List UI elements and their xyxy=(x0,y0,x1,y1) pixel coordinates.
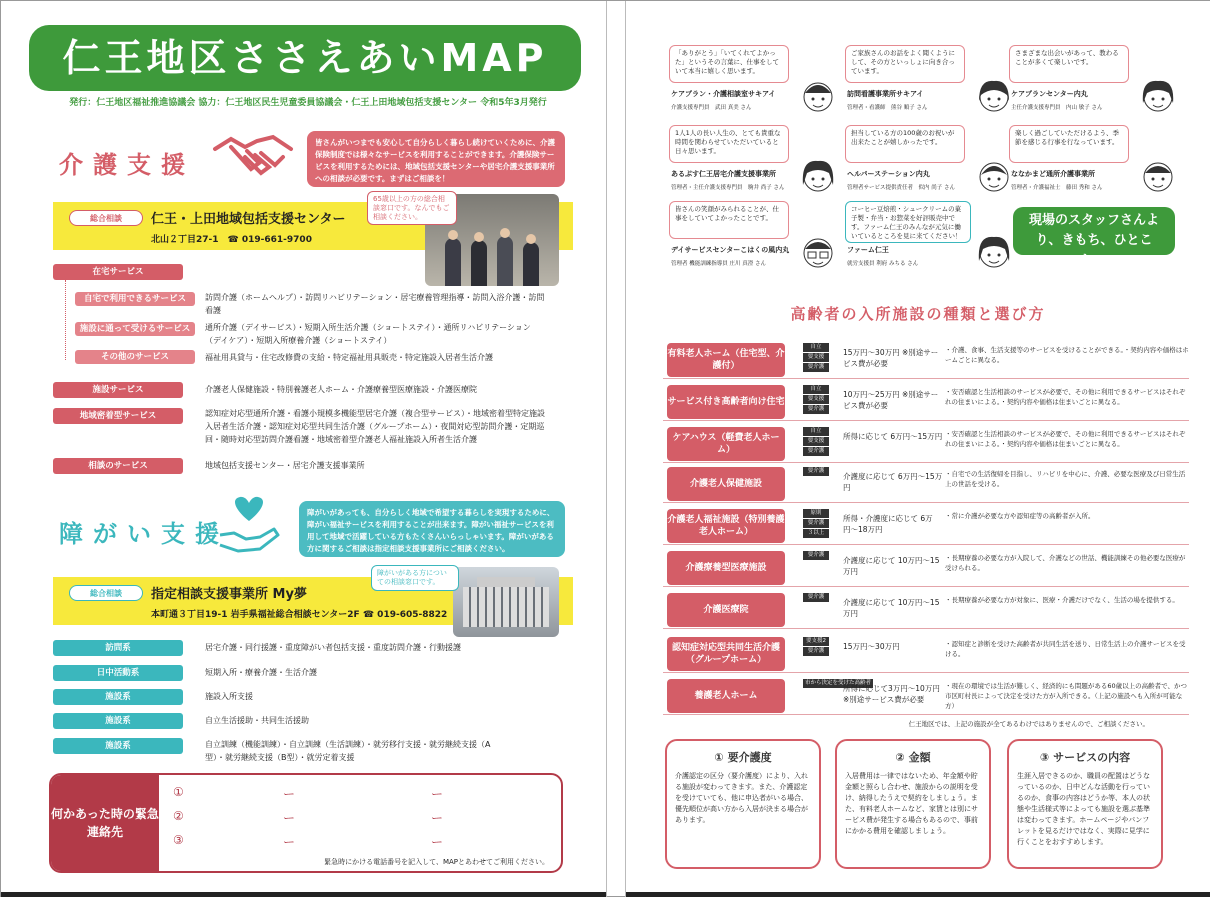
staff-quote: 皆さんの笑顔がみられることが、仕事をしていてよかったことです。 xyxy=(669,201,789,239)
facility-cost: 15万円〜30万円 xyxy=(843,642,900,651)
facility-name: 養護老人ホーム xyxy=(667,679,785,713)
facility-row xyxy=(663,591,1189,629)
facility-row xyxy=(663,635,1189,673)
staff-comment xyxy=(845,125,1023,207)
eligibility-tag: 要介護 xyxy=(803,405,829,414)
consult-tag: 総合相談 xyxy=(69,210,143,226)
facility-row xyxy=(663,425,1189,463)
point-text: 入居費用は一律ではないため、年金額や貯金額と照らし合わせ、施設からの説明を受け、納得したうえで契約をしましょう。また、有料老人ホームなど、家賃とは別にサービス費が発生する場合もあるので、事前にかかる費用を確認しましょう。 xyxy=(845,772,978,835)
eligibility-tags xyxy=(803,467,829,477)
eligibility-tag: 要介護 xyxy=(803,447,829,456)
eligibility-tags xyxy=(803,509,829,539)
service-label: 地域密着型サービス xyxy=(53,408,183,424)
service-label: 施設系 xyxy=(53,689,183,705)
facility-footnote: 仁王地区では、上記の施設が全てあるわけではありませんので、ご相談ください。 xyxy=(908,720,1149,728)
consult-tag: 総合相談 xyxy=(69,585,143,601)
facility-cost: 15万円〜30万円 ※別途サービス費が必要 xyxy=(843,348,939,368)
eligibility-tag: 市から決定を受けた高齢者 xyxy=(804,680,871,686)
facility-row xyxy=(663,465,1189,503)
staff-office: 訪問看護事業所サキアイ xyxy=(847,90,924,98)
point-text: 生涯入居できるのか、職員の配置はどうなっているのか、日中どんな活動を行っているのか、食事の内容はどうか等、本人の状態や生活様式等によっても施設を選ぶ基準は変わってきます。ホームページやパンフレットを見るだけではなく、実際に見学に行くことをおすすめします。 xyxy=(1017,772,1150,846)
staff-comment xyxy=(669,45,847,127)
eligibility-tags xyxy=(803,385,829,415)
facility-name: 有料老人ホーム（住宅型、介護付） xyxy=(667,343,785,377)
staff-role: 主任介護支援専門員 内山 敏子 さん xyxy=(1011,105,1103,111)
emergency-title: 何かあった時の緊急連絡先 xyxy=(51,775,159,871)
service-text: 居宅介護・同行援護・重度障がい者包括支援・重度訪問介護・行動援護 xyxy=(205,643,461,652)
facility-note: ・安否確認と生活相談のサービスが必要で、その他に利用できるサービスはそれぞれの住まいによる。・契約内容や価格は住まいごとに異なる。 xyxy=(945,388,1186,406)
left-page xyxy=(1,1,607,897)
eligibility-tags xyxy=(803,593,829,603)
facility-name: 介護医療院 xyxy=(667,593,785,627)
staff-role: 管理者 機能訓練指導員 庄川 真澄 さん xyxy=(671,261,766,267)
facility-cost: 10万円〜25万円 ※別途サービス費が必要 xyxy=(843,390,939,410)
staff-office: ケアプラン・介護相談室サキアイ xyxy=(671,90,776,98)
care-center-name: 仁王・上田地域包括支援センター xyxy=(151,212,346,227)
service-label: 訪問系 xyxy=(53,640,183,656)
facility-cost: 介護度に応じて 10万円〜15万円 xyxy=(843,598,940,618)
staff-face-icon xyxy=(797,155,839,201)
staff-comment xyxy=(845,201,1023,283)
eligibility-tag: 自立 xyxy=(803,427,829,436)
heart-hand-icon xyxy=(216,493,282,557)
disability-intro-bubble: 障がいがあっても、自分らしく地域で希望する暮らしを実現するために、障がい福祉サービスを利用することが出来ます。障がい福祉サービスを利用して地域で活躍している方もたくさんいらっしゃいます。障がいがある方に関するご相談は指定相談支援事業所にご相談ください。 xyxy=(299,501,565,557)
service-text: 施設入所支援 xyxy=(205,692,253,701)
phone-dash: ー xyxy=(283,811,296,825)
emergency-footnote: 緊急時にかける電話番号を記入して、MAPとあわせてご利用ください。 xyxy=(324,858,549,866)
staff-quote: ご家族さんのお話をよく聞くようにして、その方といっしょに向き合っています。 xyxy=(845,45,965,83)
service-text: 認知症対応型通所介護・看護小規模多機能型居宅介護（複合型サービス）・地域密着型特定施設入居者生活介護・認知症対応型共同生活介護（グループホーム）・夜間対応型訪問介護・定期巡回・随時対応型訪問介護看護・地域密着型介護老人福祉施設入所者生活介護 xyxy=(205,409,545,444)
service-text: 自立生活援助・共同生活援助 xyxy=(205,716,309,725)
staff-comment xyxy=(1009,125,1187,207)
care-section-title: 介護支援 xyxy=(59,151,195,179)
service-label: その他のサービス xyxy=(75,350,195,364)
care-intro-bubble: 皆さんがいつまでも安心して自分らしく暮らし続けていくために、介護保険制度では様々なサービスを利用することができます。介護保険サービスを利用するためには、地域包括支援センターや居宅介護支援事業所への相談が必要です。まずはご相談を！ xyxy=(307,131,565,187)
eligibility-tag: 要介護 xyxy=(803,467,829,476)
service-label: 日中活動系 xyxy=(53,665,183,681)
disability-center-address: 本町通３丁目19-1 岩手県福祉総合相談センター2F ☎ 019-605-8822 xyxy=(151,610,448,620)
eligibility-tag: 要介護 xyxy=(803,647,829,656)
service-text: 介護老人保健施設・特別養護老人ホーム・介護療養型医療施設・介護医療院 xyxy=(205,385,477,394)
point-text: 介護認定の区分（要介護度）により、入れる施設が変わってきます。また、介護認定を受けていても、他に申込者がいる場合、優先順位が高い方から入居が決まる場合があります。 xyxy=(675,772,808,824)
service-label: 施設に通って受けるサービス xyxy=(75,322,195,336)
facility-note: ・現在の環境では生活が難しく、経済的にも問題がある60歳以上の高齢者で、かつ市区町村長によって決定を受けた方が入所できる。（上記の施設へも入所が可能な方） xyxy=(945,682,1188,710)
staff-office: ななかまど通所介護事業所 xyxy=(1011,170,1095,178)
facility-name: サービス付き高齢者向け住宅 xyxy=(667,385,785,419)
eligibility-tag: 要介護 xyxy=(803,519,829,528)
phone-dash: ー xyxy=(431,835,444,849)
staff-quote: 1人1人の長い人生の、とても貴重な時間を関わらせていただいていると日々思います。 xyxy=(669,125,789,163)
staff-quote: コーヒー豆焙煎・シュークリームの菓子製・弁当・お惣菜を好評販売中です。ファーム仁王のみんなが元気に働いているところを見に来てください！ xyxy=(845,201,971,243)
facility-row xyxy=(663,677,1189,715)
point-title: ② 金額 xyxy=(895,751,931,764)
point-box xyxy=(835,739,991,869)
service-text: 自立訓練（機能訓練）・自立訓練（生活訓練）・就労移行支援・就労継続支援（A型）・就労継続支援（B型）・就労定着支援 xyxy=(205,740,491,762)
phone-dash: ー xyxy=(431,811,444,825)
staff-quote: 担当している方の100歳のお祝いが出来たことが嬉しかったです。 xyxy=(845,125,965,163)
eligibility-tag: 要介護 xyxy=(803,593,829,602)
emergency-row-number: ② xyxy=(173,809,184,823)
eligibility-tags xyxy=(803,551,829,561)
facility-cost: 介護度に応じて 6万円〜15万円 xyxy=(843,472,943,492)
disability-section-title: 障がい支援 xyxy=(59,520,229,548)
service-text: 訪問介護（ホームヘルプ）・訪問リハビリテーション・居宅療養管理指導・訪問入浴介護・訪問看護 xyxy=(205,293,545,315)
eligibility-tag: 要支援 xyxy=(803,353,829,362)
point-title: ③ サービスの内容 xyxy=(1039,751,1131,764)
staff-face-icon xyxy=(797,231,839,277)
disability-center-name: 指定相談支援事業所 My夢 xyxy=(151,587,307,602)
building-photo xyxy=(453,567,559,637)
staff-face-icon xyxy=(1137,155,1179,201)
phone-dash: ー xyxy=(283,835,296,849)
care-center-address: 北山２丁目27-1 ☎ 019-661-9700 xyxy=(151,235,312,245)
staff-office: ファーム仁王 xyxy=(847,246,889,254)
eligibility-tags xyxy=(803,637,829,657)
staff-comment xyxy=(669,201,847,283)
eligibility-tags xyxy=(803,427,829,457)
facility-note: ・介護、食事、生活支援等のサービスを受けることができる。・契約内容や価格はホームごとに異なる。 xyxy=(945,346,1189,364)
staff-role: 管理者サービス提供責任者 似内 尚子 さん xyxy=(847,185,955,191)
facility-name: 認知症対応型共同生活介護（グループホーム） xyxy=(667,637,785,671)
staff-comment xyxy=(845,45,1023,127)
emergency-row-number: ③ xyxy=(173,833,184,847)
service-text: 地域包括支援センター・居宅介護支援事業所 xyxy=(205,461,365,470)
service-label: 施設系 xyxy=(53,738,183,754)
service-label: 施設サービス xyxy=(53,382,183,398)
service-label: 在宅サービス xyxy=(53,264,183,280)
facility-cost: 所得・介護度に応じて 6万円〜18万円 xyxy=(843,514,933,534)
service-label: 施設系 xyxy=(53,713,183,729)
care-photo-note: 65歳以上の方の総合相談窓口です。なんでもご相談ください。 xyxy=(367,191,457,225)
facility-note: ・長期療養の必要な方が入院して、介護などの世話、機能訓練その他必要な医療が受けられる。 xyxy=(945,554,1186,572)
service-text: 通所介護（デイサービス）・短期入所生活介護（ショートステイ）・通所リハビリテーション（デイケア）・短期入所療養介護（ショートステイ） xyxy=(205,323,531,345)
facility-row xyxy=(663,507,1189,545)
staff-quote: 楽しく過ごしていただけるよう、季節を感じる行事を行なっています。 xyxy=(1009,125,1129,163)
eligibility-tag: 要支援2 xyxy=(803,637,829,646)
service-text: 福祉用具貸与・住宅改修費の支給・特定福祉用具販売・特定施設入居者生活介護 xyxy=(205,353,493,362)
disability-photo-note: 障がいがある方についての相談窓口です。 xyxy=(371,565,459,591)
facility-section-title: 高齢者の入所施設の種類と選び方 xyxy=(790,305,1046,323)
emergency-contact-box xyxy=(49,773,563,873)
facility-name: 介護老人福祉施設（特別養護老人ホーム） xyxy=(667,509,785,543)
eligibility-tag: 要支援 xyxy=(803,395,829,404)
emergency-row-number: ① xyxy=(173,785,184,799)
staff-comment xyxy=(1009,45,1187,127)
eligibility-tag: ３以上 xyxy=(803,529,829,538)
facility-row xyxy=(663,549,1189,587)
staff-office: あるぷす仁王居宅介護支援事業所 xyxy=(671,170,776,178)
staff-face-icon xyxy=(973,231,1015,277)
facility-note: ・認知症と診断を受けた高齢者が共同生活を送り、日常生活上の介護サービスを受ける。 xyxy=(945,640,1186,658)
staff-face-icon xyxy=(797,75,839,121)
service-label: 相談のサービス xyxy=(53,458,183,474)
staff-role: 管理者・主任介護支援専門員 駒井 尚子 さん xyxy=(671,185,785,191)
staff-office: ケアプランセンター内丸 xyxy=(1011,90,1088,98)
eligibility-tag: 要介護 xyxy=(803,363,829,372)
staff-role: 介護支援専門員 武田 真美 さん xyxy=(671,105,752,111)
eligibility-tag: 要介護 xyxy=(803,551,829,560)
title-banner xyxy=(29,25,581,91)
page-title: 仁王地区ささえあいMAP xyxy=(62,36,548,80)
staff-comment xyxy=(669,125,847,207)
staff-quote: さまざまな出会いがあって、教わることが多くて楽しいです。 xyxy=(1009,45,1129,83)
service-label: 自宅で利用できるサービス xyxy=(75,292,195,306)
service-text: 短期入所・療養介護・生活介護 xyxy=(205,668,317,677)
phone-dash: ー xyxy=(283,787,296,801)
facility-name: 介護療養型医療施設 xyxy=(667,551,785,585)
eligibility-tags xyxy=(803,343,829,373)
staff-role: 就労支援員 利府 みちる さん xyxy=(847,261,919,267)
point-box xyxy=(665,739,821,869)
handshake-icon xyxy=(211,129,297,185)
facility-cost: 介護度に応じて 10万円〜15万円 xyxy=(843,556,940,576)
staff-callout: 現場のスタッフさんより、きもち、ひとこと。 xyxy=(1013,207,1175,255)
facility-note: ・自宅での生活復帰を目指し、リハビリを中心に、介護、必要な医療及び日常生活上の世話を受ける。 xyxy=(945,470,1186,488)
facility-row xyxy=(663,383,1189,421)
point-title: ① 要介護度 xyxy=(714,751,772,764)
staff-role: 管理者・看護師 熊谷 順子 さん xyxy=(847,105,928,111)
facility-row xyxy=(663,341,1189,379)
staff-office: デイサービスセンターこはくの風内丸 xyxy=(671,246,790,254)
eligibility-tag: 自立 xyxy=(803,385,829,394)
phone-dash: ー xyxy=(431,787,444,801)
facility-note: ・安否確認と生活相談のサービスが必要で、その他に利用できるサービスはそれぞれの住まいによる。・契約内容や価格は住まいごとに異なる。 xyxy=(945,430,1186,448)
facility-name: ケアハウス（軽費老人ホーム） xyxy=(667,427,785,461)
eligibility-tag: 要支援 xyxy=(803,437,829,446)
staff-quote: 「ありがとう」「いてくれてよかった」というその言葉に、仕事をしていて本当に嬉しく思います。 xyxy=(669,45,789,83)
facility-cost: 所得に応じて3万円〜10万円 ※別途サービス費が必要 xyxy=(843,684,940,704)
staff-office: ヘルパーステーション内丸 xyxy=(847,170,930,178)
eligibility-tag: 自立 xyxy=(803,343,829,352)
eligibility-tag: 原則 xyxy=(803,509,829,518)
facility-cost: 所得に応じて 6万円〜15万円 xyxy=(843,432,943,441)
point-box xyxy=(1007,739,1163,869)
staff-face-icon xyxy=(1137,75,1179,121)
facility-name: 介護老人保健施設 xyxy=(667,467,785,501)
facility-note: ・常に介護が必要な方や認知症等の高齢者が入所。 xyxy=(945,512,1095,520)
facility-note: ・長期療養が必要な方が対象に、医療・介護だけでなく、生活の場を提供する。 xyxy=(945,596,1179,604)
publisher-line: 発行：仁王地区福祉推進協議会 協力：仁王地区民生児童委員協議会・仁王上田地域包括支援センター 令和5年3月発行 xyxy=(69,98,547,108)
staff-role: 管理者・介護福祉士 藤田 秀和 さん xyxy=(1011,185,1103,191)
